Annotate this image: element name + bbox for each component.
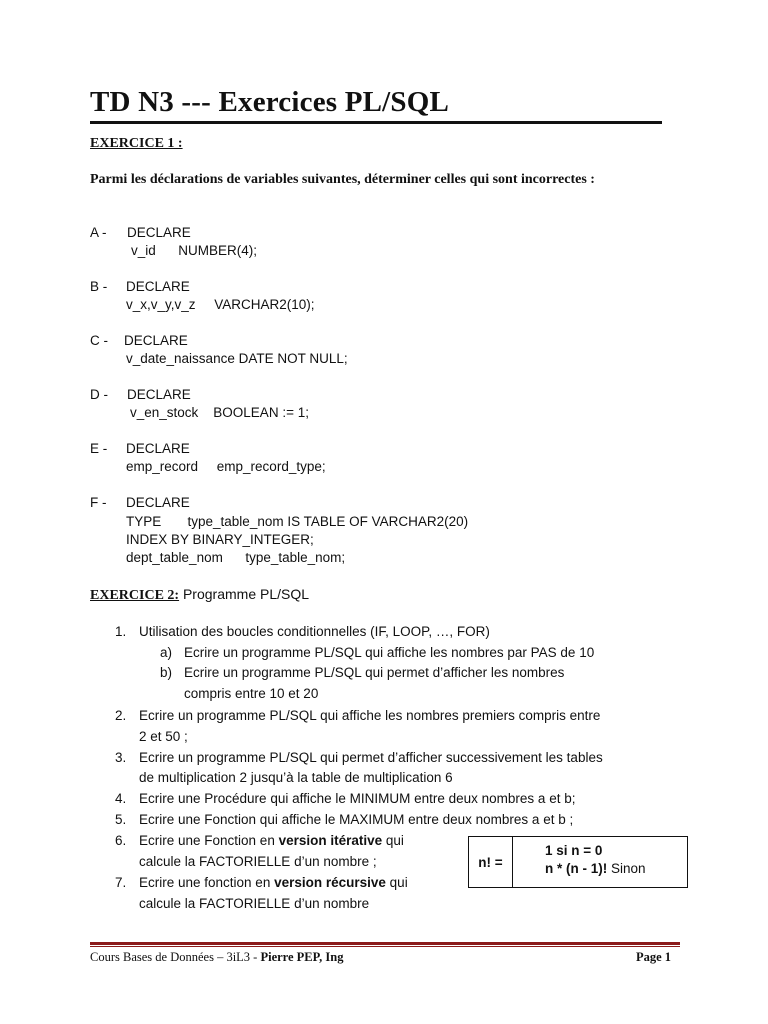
decl-b-letter: B - [90,279,108,294]
factorial-definition-box [468,836,688,888]
ex2-item-7-pre: Ecrire une fonction en [139,875,275,890]
ex2-item-7-bold: version récursive [274,875,386,890]
decl-a-keyword: DECLARE [127,225,191,240]
ex2-item-6-bold: version itérative [278,833,383,848]
decl-e-keyword: DECLARE [126,441,190,456]
ex2-item-4-number: 4. [115,791,127,806]
decl-b-keyword: DECLARE [126,279,190,294]
ex2-item-2-text-1: Ecrire un programme PL/SQL qui affiche les nombres premiers compris entre [139,708,601,723]
ex2-item-3-text-2: de multiplication 2 jusqu’à la table de multiplication 6 [139,770,453,785]
decl-a-line: v_id NUMBER(4); [131,243,258,258]
decl-f-line-1: TYPE type_table_nom IS TABLE OF VARCHAR2(20) [126,514,469,529]
title-underline [90,121,662,124]
ex2-item-2-text-2: 2 et 50 ; [139,729,188,744]
ex2-item-7-post: qui [385,875,408,890]
decl-f-keyword: DECLARE [126,495,190,510]
ex2-item-5-text: Ecrire une Fonction qui affiche le MAXIMUM entre deux nombres a et b ; [139,812,574,827]
ex2-item-6-pre: Ecrire une Fonction en [139,833,279,848]
decl-f-line-2: INDEX BY BINARY_INTEGER; [126,532,314,547]
footer-course [90,950,343,965]
decl-d-line: v_en_stock BOOLEAN := 1; [130,405,309,420]
exercise1-intro: Parmi les déclarations de variables suivantes, déterminer celles qui sont incorrectes : [90,172,595,187]
ex2-item-1-text: Utilisation des boucles conditionnelles (IF, LOOP, …, FOR) [139,624,490,639]
ex2-item-3-number: 3. [115,750,127,765]
decl-a-letter: A - [90,225,107,240]
decl-f-line-3: dept_table_nom type_table_nom; [126,550,346,565]
ex2-item-b-text-1: Ecrire un programme PL/SQL qui permet d’afficher les nombres [184,665,565,680]
decl-d-letter: D - [90,387,108,402]
ex2-item-b-text-2: compris entre 10 et 20 [184,686,319,701]
factorial-case-1: 1 si n = 0 [545,843,603,858]
exercise1-heading-text: EXERCICE 1 : [90,136,183,151]
decl-e-letter: E - [90,441,108,456]
exercise1-heading [90,136,183,152]
factorial-label: n! = [469,837,513,887]
footer-rule-thin [90,946,680,947]
decl-c-keyword: DECLARE [124,333,188,348]
ex2-item-7-number: 7. [115,875,127,890]
decl-e-line: emp_record emp_record_type; [126,459,326,474]
page-title: TD N3 --- Exercices PL/SQL [90,86,450,118]
ex2-item-6-text-2: calcule la FACTORIELLE d’un nombre ; [139,854,377,869]
decl-f-letter: F - [90,495,107,510]
decl-c-letter: C - [90,333,108,348]
factorial-case-2-rest: Sinon [607,861,646,876]
factorial-case-2 [545,861,646,876]
ex2-item-7-text-2: calcule la FACTORIELLE d’un nombre [139,896,370,911]
ex2-item-7-text-1 [139,873,408,893]
ex2-item-5-number: 5. [115,812,127,827]
ex2-item-4-text: Ecrire une Procédure qui affiche le MINIMUM entre deux nombres a et b; [139,791,576,806]
ex2-item-6-post: qui [382,833,404,848]
ex2-item-b-letter: b) [160,665,173,680]
decl-b-line: v_x,v_y,v_z VARCHAR2(10); [126,297,315,312]
exercise2-heading [90,586,309,604]
ex2-item-1-number: 1. [115,624,127,639]
ex2-item-a-letter: a) [160,645,173,660]
footer-page-number: Page 1 [636,950,672,964]
ex2-item-6-number: 6. [115,833,127,848]
footer-course-text: Cours Bases de Données – 3iL3 - [90,950,261,964]
factorial-case-2-formula: n * (n - 1)! [545,861,608,876]
ex2-item-3-text-1: Ecrire un programme PL/SQL qui permet d’afficher successivement les tables [139,750,603,765]
footer-rule-thick [90,942,680,945]
ex2-item-a-text: Ecrire un programme PL/SQL qui affiche les nombres par PAS de 10 [184,645,595,660]
footer-author: Pierre PEP, Ing [260,950,344,964]
decl-c-line: v_date_naissance DATE NOT NULL; [126,351,348,366]
exercise2-subtitle: Programme PL/SQL [179,586,310,602]
decl-d-keyword: DECLARE [127,387,191,402]
ex2-item-2-number: 2. [115,708,127,723]
exercise2-heading-text: EXERCICE 2: [90,588,180,603]
ex2-item-6-text-1 [139,831,404,851]
